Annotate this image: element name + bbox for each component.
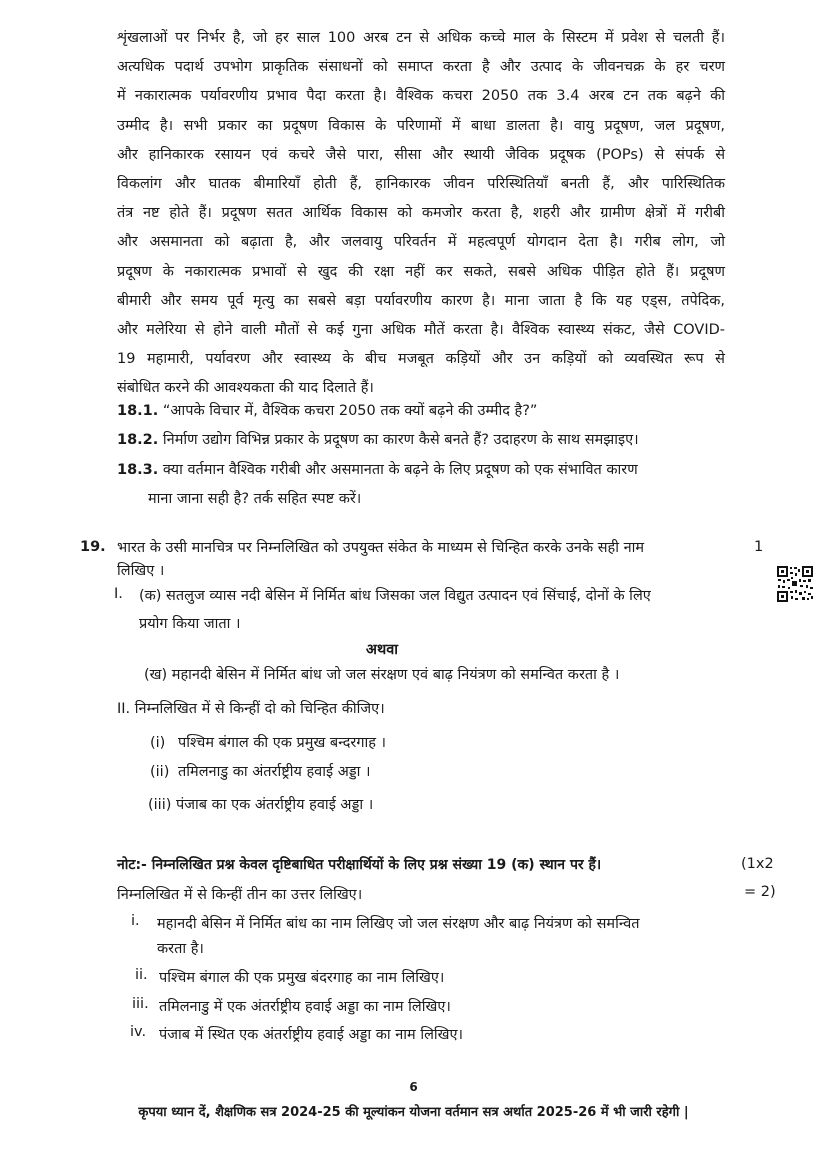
passage-line: और असमानता को बढ़ाता है, और जलवायु परिवर्तन में महत्वपूर्ण योगदान देता है। गरीब लोग, जो [117, 234, 725, 251]
q18-3 [117, 459, 638, 479]
part2-heading [117, 698, 385, 718]
q18-1-number: 18.1. [117, 403, 159, 419]
part2-item [148, 794, 373, 814]
note-heading: नोट:- निम्नलिखित प्रश्न केवल दृष्टिबाधित परीक्षार्थियों के लिए प्रश्न संख्या 19 (क) स्थान पर हैं। [117, 857, 602, 873]
q18-2-text: निर्माण उद्योग विभिन्न प्रकार के प्रदूषण का कारण कैसे बनते हैं? उदाहरण के साथ समझाइए। [162, 432, 639, 448]
passage-line: उम्मीद है। सभी प्रकार का प्रदूषण विकास के परिणामों में बाधा डालता है। वायु प्रदूषण, जल प्रदूषण, [117, 117, 725, 134]
part2-item-text: पश्चिम बंगाल की एक प्रमुख बन्दरगाह । [178, 735, 387, 751]
part2-item-number: (ii) [150, 764, 170, 780]
note-item-text: पंजाब में स्थित एक अंतर्राष्ट्रीय हवाई अड्डा का नाम लिखिए। [159, 1027, 464, 1043]
passage-line: बीमारी और समय पूर्व मृत्यु का सबसे बड़ा पर्यावरणीय कारण है। माना जाता है कि यह एड्स, तपेदिक, [117, 292, 725, 309]
qr-code-icon [776, 565, 814, 603]
note-item-text: पश्चिम बंगाल की एक प्रमुख बंदरगाह का नाम लिखिए। [159, 970, 445, 986]
note-item-text-continuation: करता है। [157, 941, 204, 957]
q18-3-continuation: माना जाना सही है? तर्क सहित स्पष्ट करें। [148, 491, 362, 507]
part2-item-number: (i) [150, 735, 166, 751]
footer-note: कृपया ध्यान दें, शैक्षणिक सत्र 2024-25 की मूल्यांकन योजना वर्तमान सत्र अर्थात 2025-26 में भी जारी रहेगी | [138, 1105, 689, 1120]
note-item-number: iv. [130, 1024, 147, 1040]
page-number: 6 [409, 1080, 418, 1094]
q19-marks: 1 [754, 539, 764, 555]
part1-option-a-continuation: प्रयोग किया जाता । [139, 616, 241, 632]
or-label: अथवा [365, 642, 399, 658]
q18-3-number: 18.3. [117, 462, 159, 478]
passage-line: अत्यधिक पदार्थ उपभोग प्राकृतिक संसाधनों को समाप्त करता है और उत्पाद के जीवनचक्र के हर चरण [117, 59, 725, 76]
note-item-number: i. [131, 913, 140, 929]
q19-intro: भारत के उसी मानचित्र पर निम्नलिखित को उपयुक्त संकेत के माध्यम से चिन्हित करके उनके सही नाम [117, 540, 645, 556]
note-item-text: महानदी बेसिन में निर्मित बांध का नाम लिखिए जो जल संरक्षण और बाढ़ नियंत्रण को समन्वित [157, 916, 640, 932]
part1-label: I. [114, 586, 123, 602]
q19-intro-continuation: लिखिए । [117, 563, 165, 579]
passage-line: में नकारात्मक पर्यावरणीय प्रभाव पैदा करता है। वैश्विक कचरा 2050 तक 3.4 अरब टन तक बढ़ने की [117, 88, 725, 105]
note-item-number: ii. [135, 967, 148, 983]
note-marks: (1x2 [741, 856, 774, 872]
part1-option-b: (ख) महानदी बेसिन में निर्मित बांध जो जल संरक्षण एवं बाढ़ नियंत्रण को समन्वित करता है । [144, 667, 620, 683]
passage-line: प्रदूषण के नकारात्मक प्रभावों से खुद की रक्षा नहीं कर सकते, सबसे अधिक पीड़ित होते हैं। प्रदूषण [117, 263, 725, 280]
passage [117, 24, 725, 404]
part2-item [150, 761, 371, 781]
q18-2-number: 18.2. [117, 432, 159, 448]
passage-line: तंत्र नष्ट होते हैं। प्रदूषण सतत आर्थिक विकास को कमजोर करता है, शहरी और ग्रामीण क्षेत्रों में गरीबी [117, 205, 725, 222]
q18-3-text: क्या वर्तमान वैश्विक गरीबी और असमानता के बढ़ने के लिए प्रदूषण को एक संभावित कारण [162, 462, 638, 478]
passage-line: संबोधित करने की आवश्यकता की याद दिलाते हैं। [117, 380, 374, 397]
q19-number: 19. [80, 539, 106, 555]
passage-line: और मलेरिया से होने वाली मौतों से कई गुना अधिक मौतें करता है। वैश्विक स्वास्थ्य संकट, जैसे COVID- [117, 322, 725, 339]
q18-2 [117, 429, 639, 449]
passage-line: 19 महामारी, पर्यावरण और स्वास्थ्य के बीच मजबूत कड़ियों और उन कड़ियों को व्यवस्थित रूप से [117, 351, 725, 368]
note-instruction: निम्नलिखित में से किन्हीं तीन का उत्तर लिखिए। [117, 887, 363, 903]
passage-line: विकलांग और घातक बीमारियाँ होती हैं, हानिकारक जीवन परिस्थितियाँ बनती हैं, और पारिस्थितिक [117, 176, 725, 193]
part2-text: निम्नलिखित में से किन्हीं दो को चिन्हित कीजिए। [134, 701, 385, 717]
part2-label: II. [117, 701, 131, 717]
part2-item-text: पंजाब का एक अंतर्राष्ट्रीय हवाई अड्डा । [176, 797, 374, 813]
part1-option-a: (क) सतलुज व्यास नदी बेसिन में निर्मित बांध जिसका जल विद्युत उत्पादन एवं सिंचाई, दोनों के लिए [139, 588, 651, 604]
passage-line: और हानिकारक रसायन एवं कचरे जैसे पारा, सीसा और स्थायी जैविक प्रदूषक (POPs) से संपर्क से [117, 146, 725, 163]
q18-1-text: “आपके विचार में, वैश्विक कचरा 2050 तक क्यों बढ़ने की उम्मीद है?” [162, 403, 538, 419]
note-item-text: तमिलनाडु में एक अंतर्राष्ट्रीय हवाई अड्डा का नाम लिखिए। [159, 999, 451, 1015]
part2-item-text: तमिलनाडु का अंतर्राष्ट्रीय हवाई अड्डा । [178, 764, 371, 780]
note-item-number: iii. [132, 996, 149, 1012]
part2-item [150, 732, 386, 752]
q18-1 [117, 400, 537, 420]
passage-line: शृंखलाओं पर निर्भर है, जो हर साल 100 अरब टन से अधिक कच्चे माल के सिस्टम में प्रवेश से चलती हैं। [117, 30, 725, 46]
note-marks-continuation: = 2) [744, 884, 776, 900]
part2-item-number: (iii) [148, 797, 172, 813]
